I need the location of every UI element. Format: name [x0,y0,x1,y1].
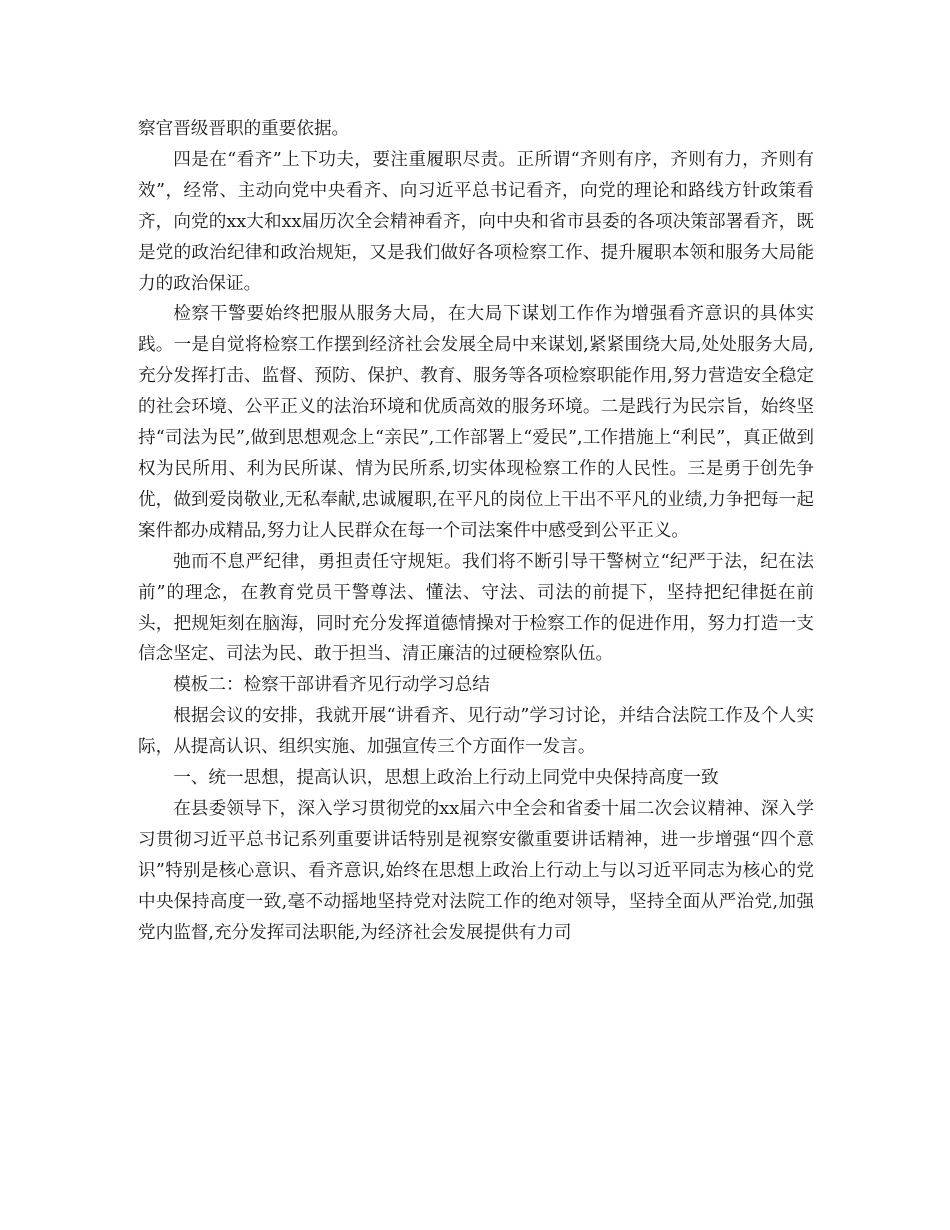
paragraph-discipline: 弛而不息严纪律，勇担责任守规矩。我们将不断引导干警树立“纪严于法，纪在法前”的理念，在教育党员干警尊法、懂法、守法、司法的前提下，坚持把纪律挺在前头，把规矩刻在脑海，同时充分发挥道德情操对于检察工作的促进作用，努力打造一支信念坚定、司法为民、敢于担当、清正廉洁的过硬检察队伍。 [138,551,814,665]
section-one-heading: 一、统一思想，提高认识，思想上政治上行动上同党中央保持高度一致 [173,768,719,789]
paragraph-serve-overall: 检察干警要始终把服从服务大局，在大局下谋划工作作为增强看齐意识的具体实践。一是自觉将检察工作摆到经济社会发展全局中来谋划,紧紧围绕大局,处处服务大局,充分发挥打击、监督、预防、保护、教育、服务等各项检察职能作用,努力营造安全稳定的社会环境、公平正义的法治环境和优质高效的服务环境。二是践行为民宗旨，始终坚持“司法为民”,做到思想观念上“亲民”,工作部署上“爱民”,工作措施上“利民”，真正做到权为民所用、利为民所谋、情为民所系,切实体现检察工作的人民性。三是勇于创先争优，做到爱岗敬业,无私奉献,忠诚履职,在平凡的岗位上干出不平凡的业绩,力争把每一起案件都办成精品,努力让人民群众在每一个司法案件中感受到公平正义。 [138,304,814,541]
template-two-heading: 模板二：检察干部讲看齐见行动学习总结 [173,675,490,696]
paragraph-four-align: 四是在“看齐”上下功夫，要注重履职尽责。正所谓“齐则有序，齐则有力，齐则有效”，经常、主动向党中央看齐、向习近平总书记看齐，向党的理论和路线方针政策看齐，向党的xx大和xx届历次全会精神看齐，向中央和省市县委的各项决策部署看齐，既是党的政治纪律和政治规矩，又是我们做好各项检察工作、提升履职本领和服务大局能力的政治保证。 [138,149,814,294]
paragraph-county-leadership: 在县委领导下，深入学习贯彻党的xx届六中全会和省委十届二次会议精神、深入学习贯彻习近平总书记系列重要讲话特别是视察安徽重要讲话精神，进一步增强“四个意识”特别是核心意识、看齐意识,始终在思想上政治上行动上与以习近平同志为核心的党中央保持高度一致,毫不动摇地坚持党对法院工作的绝对领导，坚持全面从严治党,加强党内监督,充分发挥司法职能,为经济社会发展提供有力司 [138,798,814,943]
document-body [138,114,814,948]
paragraph-meeting-arrangement: 根据会议的安排，我就开展“讲看齐、见行动”学习讨论，并结合法院工作及个人实际，从提高认识、组织实施、加强宣传三个方面作一发言。 [138,706,814,758]
paragraph-continuation: 察官晋级晋职的重要依据。 [138,119,350,139]
